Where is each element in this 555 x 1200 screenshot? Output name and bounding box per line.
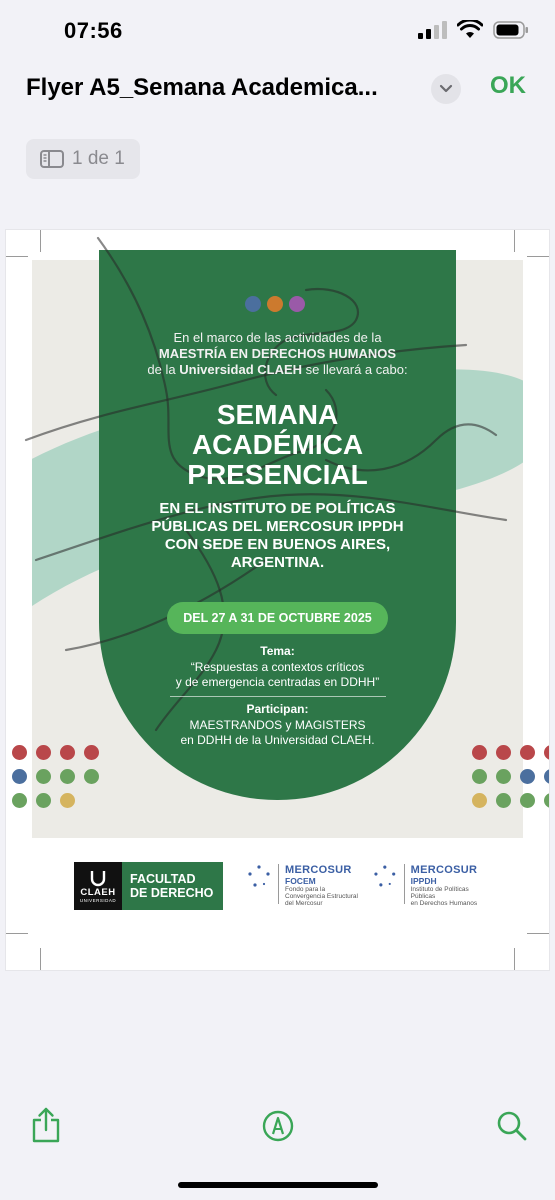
tema-line: “Respuestas a contextos críticos — [190, 660, 365, 674]
headline-line: SEMANA — [216, 399, 339, 430]
dot — [36, 769, 51, 784]
dot — [496, 769, 511, 784]
participan-text — [99, 718, 456, 748]
intro-line-3-bold: Universidad CLAEH — [179, 362, 303, 377]
status-icons — [417, 20, 529, 40]
markup-button[interactable] — [262, 1110, 294, 1147]
flyer-subheadline — [99, 500, 456, 572]
share-button[interactable] — [30, 1106, 62, 1149]
ippdh-desc: Instituto de Políticas Públicas — [410, 886, 469, 900]
dot-blue — [245, 296, 261, 312]
dot — [12, 793, 27, 808]
subheadline-line: EN EL INSTITUTO DE POLÍTICAS — [159, 500, 396, 517]
ippdh-desc: en Derechos Humanos — [410, 900, 478, 907]
subheadline-line: CON SEDE EN BUENOS AIRES, — [164, 536, 391, 553]
ok-button[interactable]: OK — [490, 72, 526, 99]
flyer-headline — [99, 400, 456, 490]
dot — [60, 745, 75, 760]
crop-mark — [6, 933, 28, 934]
title-menu-button[interactable] — [431, 74, 461, 104]
dot — [36, 793, 51, 808]
focem-desc: Fondo para la — [285, 886, 326, 893]
dot-purple — [289, 296, 305, 312]
ippdh-logo — [372, 864, 494, 907]
focem-logo — [246, 864, 358, 907]
cellular-signal-icon — [417, 20, 447, 40]
stars-icon — [372, 864, 398, 890]
document-page[interactable] — [6, 230, 549, 970]
subheadline-line: ARGENTINA. — [230, 554, 325, 571]
dot-orange — [267, 296, 283, 312]
divider — [170, 696, 386, 697]
participan-line: en DDHH de la Universidad CLAEH. — [180, 733, 375, 747]
logo-divider — [404, 864, 405, 904]
dot — [472, 793, 487, 808]
subheadline-line: PÚBLICAS DEL MERCOSUR IPPDH — [151, 518, 404, 535]
ippdh-text — [411, 864, 494, 907]
participan-line: MAESTRANDOS y MAGISTERS — [189, 718, 366, 732]
page-counter[interactable] — [26, 139, 140, 179]
tema-line: y de emergencia centradas en DDHH” — [175, 675, 380, 689]
claeh-logo — [74, 862, 223, 910]
intro-line-3-prefix: de la — [147, 362, 180, 377]
crop-mark — [40, 948, 41, 970]
logo-divider — [278, 864, 279, 904]
dot — [472, 769, 487, 784]
participan-label: Participan: — [246, 702, 309, 716]
facultad-label — [122, 862, 223, 910]
facultad-line-2: DE DERECHO — [130, 886, 214, 900]
headline-line: ACADÉMICA — [191, 429, 364, 460]
crop-mark — [527, 933, 549, 934]
home-indicator[interactable] — [178, 1182, 378, 1188]
dot — [84, 745, 99, 760]
claeh-name: CLAEH — [80, 887, 116, 898]
status-time: 07:56 — [64, 18, 123, 43]
claeh-u-icon — [88, 869, 108, 887]
title-bar — [0, 64, 555, 114]
focem-sub: FOCEM — [285, 876, 316, 886]
dot — [36, 745, 51, 760]
dot — [520, 745, 535, 760]
dot — [520, 793, 535, 808]
sponsor-logos — [74, 862, 494, 912]
focem-desc: del Mercosur — [285, 900, 323, 907]
claeh-sub: UNIVERSIDAD — [79, 898, 117, 903]
sidebar-icon — [40, 150, 64, 168]
intro-line-3-suffix: se llevará a cabo: — [302, 362, 408, 377]
search-button[interactable] — [496, 1110, 528, 1147]
wifi-icon — [457, 20, 483, 40]
tema-text — [99, 660, 456, 690]
dot — [544, 793, 549, 808]
battery-icon — [493, 20, 529, 40]
dot — [60, 793, 75, 808]
intro-line-2: MAESTRÍA EN DERECHOS HUMANOS — [158, 346, 397, 361]
dot — [12, 745, 27, 760]
dot-grid-right — [472, 745, 549, 808]
dot-grid-left — [12, 745, 99, 808]
claeh-mark — [74, 862, 122, 910]
dot — [496, 745, 511, 760]
focem-desc: Convergencia Estructural — [285, 893, 358, 900]
focem-text — [285, 864, 358, 907]
date-badge: DEL 27 A 31 DE OCTUBRE 2025 — [167, 602, 388, 634]
color-dots — [245, 296, 305, 312]
dot — [12, 769, 27, 784]
markup-pen-icon — [262, 1110, 294, 1142]
share-icon — [30, 1106, 62, 1144]
ippdh-sub: IPPDH — [410, 876, 437, 886]
crop-mark — [514, 948, 515, 970]
dot — [472, 745, 487, 760]
dot — [544, 745, 549, 760]
focem-name: MERCOSUR — [285, 864, 352, 876]
dot — [544, 769, 549, 784]
dot — [84, 769, 99, 784]
dot — [60, 769, 75, 784]
status-bar — [0, 0, 555, 64]
intro-text — [99, 330, 456, 378]
dot — [520, 769, 535, 784]
chevron-down-icon — [439, 84, 453, 94]
document-title: Flyer A5_Semana Academica... — [26, 74, 378, 101]
page-counter-label: 1 de 1 — [72, 148, 125, 169]
dot — [496, 793, 511, 808]
ippdh-name: MERCOSUR — [410, 864, 478, 876]
search-icon — [496, 1110, 528, 1142]
stars-icon — [246, 864, 272, 890]
tema-label: Tema: — [260, 644, 295, 658]
facultad-line-1: FACULTAD — [130, 872, 196, 886]
headline-line: PRESENCIAL — [187, 459, 368, 490]
intro-line-1: En el marco de las actividades de la — [173, 330, 382, 345]
